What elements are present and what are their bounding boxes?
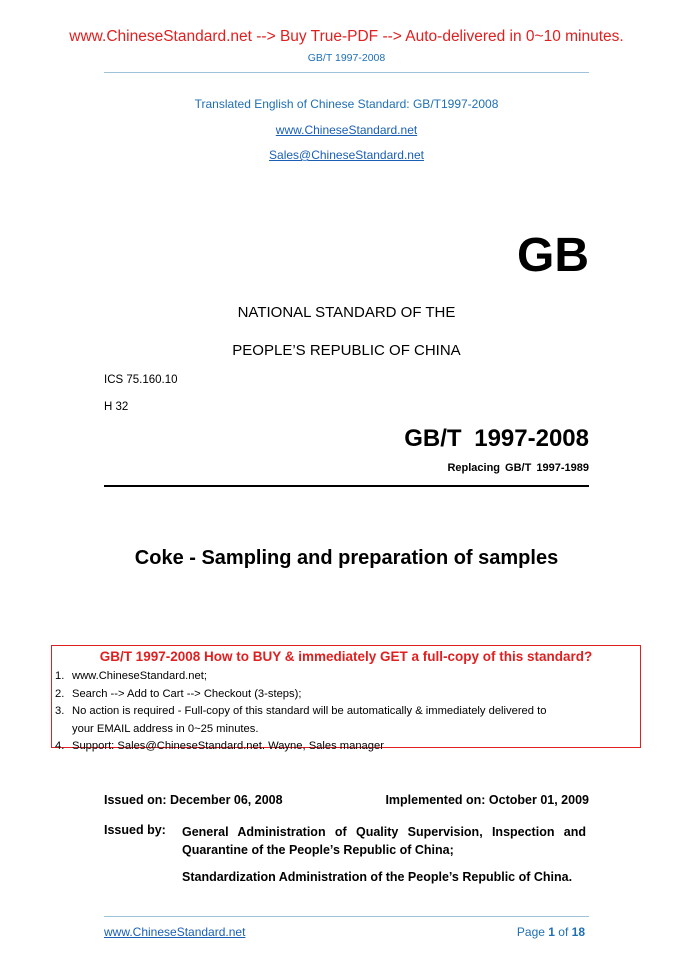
footer-link-container xyxy=(104,925,245,939)
buy-steps-list xyxy=(52,668,546,756)
page-mid: of xyxy=(554,925,572,939)
implemented-on-date: Implemented on: October 01, 2009 xyxy=(385,793,589,807)
header-divider xyxy=(104,72,589,73)
gb-mark: GB xyxy=(517,229,589,282)
h-code: H 32 xyxy=(104,401,129,413)
national-standard-line1: NATIONAL STANDARD OF THE xyxy=(237,304,456,321)
list-item xyxy=(52,703,546,721)
translated-note: Translated English of Chinese Standard: GB/T1997-2008 xyxy=(194,97,499,111)
footer-site-link[interactable]: www.ChineseStandard.net xyxy=(104,925,246,939)
list-item xyxy=(52,668,546,686)
replacing-note: Replacing GB/T 1997-1989 xyxy=(447,462,589,474)
list-item-text[interactable]: www.ChineseStandard.net; xyxy=(72,670,207,682)
list-item-number: 3. xyxy=(55,705,65,717)
sales-link-container xyxy=(0,148,693,162)
site-link[interactable]: www.ChineseStandard.net xyxy=(275,123,418,137)
list-item-text: Search --> Add to Cart --> Checkout (3-steps); xyxy=(72,687,302,700)
standard-number: GB/T 1997-2008 xyxy=(404,425,589,452)
buy-box-title: GB/T 1997-2008 How to BUY & immediately GET a full-copy of this standard? xyxy=(99,649,593,664)
page-current: 1 xyxy=(548,925,555,939)
page-number xyxy=(517,925,585,939)
issuer-aqsiq: General Administration of Quality Supervision, Inspection and Quarantine of the People’s Republic of China; xyxy=(182,825,586,857)
list-item-text: No action is required - Full-copy of this standard will be automatically & immediately delivered to xyxy=(72,705,547,717)
page-total: 18 xyxy=(571,925,585,939)
issued-on-date: Issued on: December 06, 2008 xyxy=(104,793,283,807)
buy-info-box xyxy=(51,645,641,752)
ics-code: ICS 75.160.10 xyxy=(104,374,178,386)
header-standard-code: GB/T 1997-2008 xyxy=(307,52,386,64)
list-item-number: 4. xyxy=(55,740,65,752)
national-standard-line2: PEOPLE’S REPUBLIC OF CHINA xyxy=(232,342,461,359)
list-item xyxy=(52,686,546,704)
list-item-number: 2. xyxy=(55,687,65,700)
footer-divider xyxy=(104,916,589,917)
top-banner[interactable]: www.ChineseStandard.net --> Buy True-PDF --> Auto-delivered in 0~10 minutes. xyxy=(69,28,624,45)
page-prefix: Page xyxy=(516,925,549,939)
list-item xyxy=(52,738,546,756)
list-item-text: Support: Sales@ChineseStandard.net. Wayne, Sales manager xyxy=(72,740,384,752)
site-link-container xyxy=(0,123,693,137)
title-divider xyxy=(104,485,589,487)
issuer-sac: Standardization Administration of the People’s Republic of China. xyxy=(182,870,573,884)
sales-email-link[interactable]: Sales@ChineseStandard.net xyxy=(269,148,424,162)
list-item-number: 1. xyxy=(55,670,65,682)
issued-by-label: Issued by: xyxy=(104,823,166,837)
document-title: Coke - Sampling and preparation of samples xyxy=(134,547,559,569)
list-item-continuation: your EMAIL address in 0~25 minutes. xyxy=(72,722,259,735)
